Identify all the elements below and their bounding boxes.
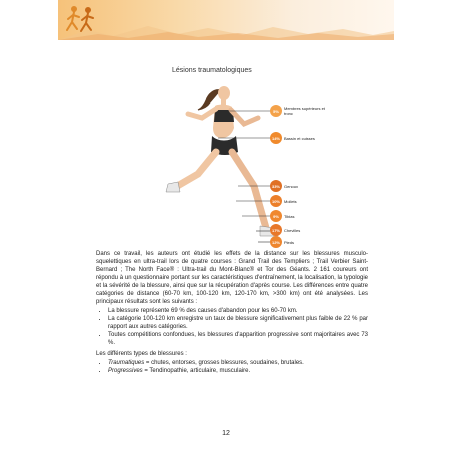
callout-bubble: 14% [270, 132, 282, 144]
list-item: • La blessure représente 69 % des causes d'abandon pour les 60-70 km. [108, 307, 368, 315]
callout-label: Mollets [284, 199, 297, 204]
callout-label: Bassin et cuisses [284, 136, 315, 141]
types-heading: Les différents types de blessures : [96, 351, 187, 357]
list-item [108, 359, 368, 367]
callout-label: Pieds [284, 240, 295, 245]
callout-bubble: 9% [270, 210, 282, 222]
callout-bubble: 10% [270, 195, 282, 207]
callout-bubble: 17% [270, 224, 282, 236]
callout-label: Membres supérieurs et tronc [284, 106, 325, 116]
body-text [96, 250, 368, 376]
callout-bubble: 33% [270, 180, 282, 192]
type-desc: = Tendinopathie, articulaire, musculaire. [142, 368, 251, 374]
type-name: Progressives [108, 368, 143, 374]
callout-label: Tibias [284, 214, 295, 219]
callout-bubble: 5% [270, 105, 282, 117]
list-item: • Toutes compétitions confondues, les blessures d'apparition progressive sont majoritaires avec 73 %. [108, 331, 368, 347]
callout-label: Chevilles [284, 228, 301, 233]
types-list [102, 359, 368, 375]
callout-label: Genoux [284, 184, 299, 189]
callout-bubble: 12% [270, 236, 282, 248]
list-item [108, 367, 368, 375]
results-list [102, 307, 368, 347]
callout-lines [58, 0, 394, 260]
section-title: Lésions traumatologiques [172, 67, 252, 74]
type-desc: = chutes, entorses, grosses blessures, soudaines, brutales. [144, 360, 304, 366]
list-item: • La catégorie 100-120 km enregistre un taux de blessure significativement plus faible de 22 % par rapport aux autres catégories. [108, 315, 368, 331]
intro-paragraph: Dans ce travail, les auteurs ont étudié les effets de la distance sur les blessures musculo-squelettiques en ultra-trail lors de quatre courses : Grand Trail des Templiers ; Trail Verbier Saint-Bernard ; The North Face® : Ultra-trail du Mont-Blanc® et Tor des Géants. 2 161 coureurs ont répondu à un questionnaire portant sur les caractéristiques d'entraînement, la localisation, la typologie et la sévérité de la blessure, ainsi que sur la récupération d'après course. Les différences entre quatre catégories de distance (60-70 km, 100-120 km, 120-170 km, >300 km) ont été analysées. Les principaux résultats sont les suivants : [96, 251, 368, 305]
document-page [58, 0, 394, 452]
page-number: 12 [222, 430, 230, 437]
type-name: Traumatiques [108, 360, 145, 366]
